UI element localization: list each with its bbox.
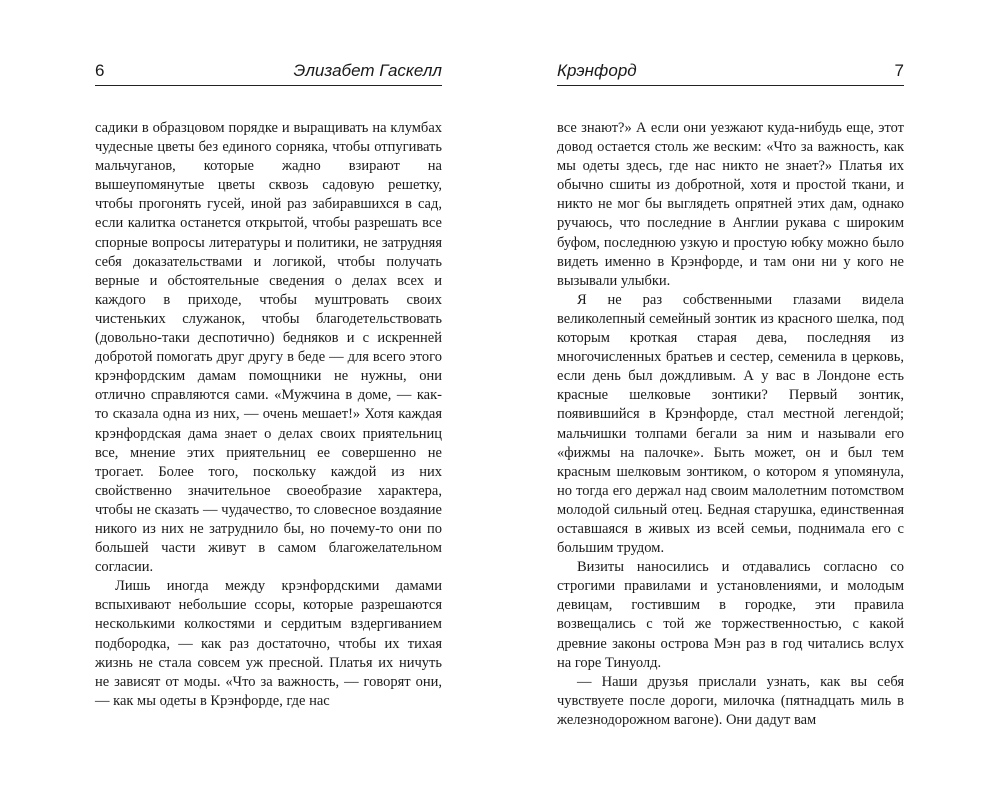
paragraph: садики в образцовом порядке и выращивать на клумбах чудесные цветы без единого сорняка, чтобы отпугивать мальчуганов, которые жадно взирают на вышеупомянутые цветы сквозь садовую решетку, чтобы прогонять гусей, иной раз забиравшихся в сад, если калитка останется открытой, чтобы разрешать все спорные вопросы литературы и политики, не затрудняя себя доказательствами и логикой, чтобы получать верные и обстоятельные сведения о делах всех и каждого в приходе, чтобы муштровать своих чистеньких служанок, чтобы благодетельствовать (довольно-таки деспотично) бедняков и с искренней добротой помогать друг другу в беде — для всего этого крэнфордским дамам помощники не нужны, они отлично справляются сами. «Мужчина в доме, — как-то сказала одна из них, — очень мешает!» Хотя каждая крэнфордская дама знает о делах своих приятельниц все, мнение этих приятельниц ее совершенно не трогает. Более того, поскольку каждой из них свойственно значительное своеобразие характера, чтобы не сказать — чудачество, то словесное воздаяние никого из них не затруднило бы, но почему-то они по большей части живут в самом благожелательном согласии.	[95, 120, 442, 576]
left-page-body	[95, 119, 442, 711]
paragraph: Лишь иногда между крэнфордскими дамами вспыхивают небольшие ссоры, которые разрешаются несколькими колкостями и сердитым вздергиванием подбородка, — как раз достаточно, чтобы их тихая жизнь не стала совсем уж пресной. Платья их ничуть не зависят от моды. «Что за важность, — говорят они, — как мы одеты в Крэнфорде, где нас	[95, 578, 442, 709]
left-page-header	[95, 60, 442, 86]
running-title: Элизабет Гаскелл	[293, 61, 442, 80]
paragraph: все знают?» А если они уезжают куда-нибудь еще, этот довод остается столь же веским: «Что за важность, как мы одеты здесь, где нас никто не знает?» Платья их обычно сшиты из добротной, хотя и простой ткани, и никто не мог бы выглядеть опрятней этих дам, однако ручаюсь, что последние в Англии рукава с широким буфом, последнюю узкую и простую юбку можно было видеть именно в Крэнфорде, и там они ни у кого не вызывали улыбки.	[557, 120, 904, 289]
paragraph: Я не раз собственными глазами видела великолепный семейный зонтик из красного шелка, под которым кроткая старая дева, последняя из многочисленных братьев и сестер, семенила в церковь, если день был дождливым. А у вас в Лондоне есть красные шелковые зонтики? Первый зонтик, появившийся в Крэнфорде, стал местной легендой; мальчишки толпами бегали за ним и называли его «фижмы на палочке». Быть может, он и был тем красным шелковым зонтиком, о котором я упомянула, но тогда его держал над своим малолетним потомством молодой сильный отец. Бедная старушка, единственная оставшаяся в живых из всей семьи, поднимала его с большим трудом.	[557, 291, 904, 557]
right-page-header	[557, 60, 904, 86]
right-page	[557, 60, 904, 730]
paragraph: Визиты наносились и отдавались согласно со строгими правилами и установлениями, и молодым девицам, гостившим в городке, эти правила возвещались с той же торжественностью, с какой древние законы острова Мэн раз в год читались вслух на горе Тинуолд.	[557, 559, 904, 671]
left-page	[95, 60, 442, 711]
page-number: 6	[95, 61, 105, 80]
running-title: Крэнфорд	[557, 61, 637, 80]
page-number: 7	[894, 61, 904, 80]
paragraph: — Наши друзья прислали узнать, как вы себя чувствуете после дороги, милочка (пятнадцать миль в железнодорожном вагоне). Они дадут вам	[557, 673, 904, 728]
right-page-body	[557, 119, 904, 730]
